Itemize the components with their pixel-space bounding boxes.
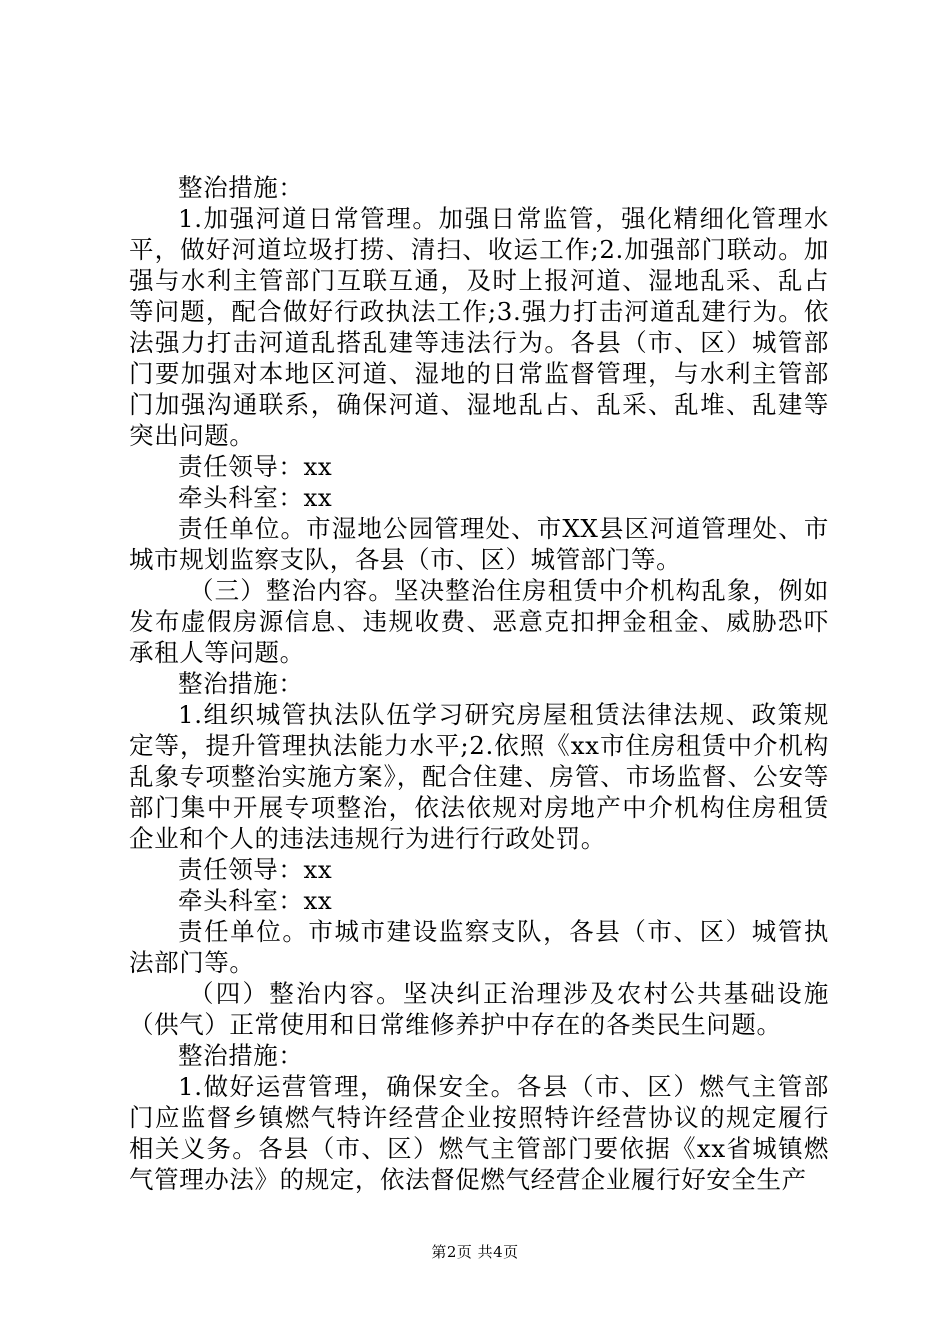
paragraph-measures-heading: 整治措施： [178,1041,304,1070]
paragraph-rental-measures: 1.组织城管执法队伍学习研究房屋租赁法律法规、政策规定等，提升管理执法能力水平;2.依照《xx市住房租赁中介机构乱象专项整治实施方案》，配合住建、房管、市场监督、公安等部门集中开展专项整治，依法依规对房地产中介机构住房租赁企业和个人的违法违规行为进行行政处罚。 [129,700,829,853]
paragraph-section-four: （四）整治内容。坚决纠正治理涉及农村公共基础设施（供气）正常使用和日常维修养护中存在的各类民生问题。 [129,979,829,1039]
paragraph-section-three: （三）整治内容。坚决整治住房租赁中介机构乱象，例如发布虚假房源信息、违规收费、恶意克扣押金租金、威胁恐吓承租人等问题。 [129,576,829,667]
paragraph-responsible-leader: 责任领导：xx [178,855,333,884]
document-body [129,172,829,1195]
page-number-footer: 第2页 共4页 [431,1243,519,1261]
paragraph-gas-measures: 1.做好运营管理，确保安全。各县（市、区）燃气主管部门应监督乡镇燃气特许经营企业按照特许经营协议的规定履行相关义务。各县（市、区）燃气主管部门要依据《xx省城镇燃气管理办法》的规定，依法督促燃气经营企业履行好安全生产 [129,1072,829,1194]
paragraph-measures-heading: 整治措施： [178,669,304,698]
paragraph-measures-heading: 整治措施： [178,173,304,202]
paragraph-river-measures: 1.加强河道日常管理。加强日常监管，强化精细化管理水平，做好河道垃圾打捞、清扫、收运工作;2.加强部门联动。加强与水利主管部门互联互通，及时上报河道、湿地乱采、乱占等问题，配合做好行政执法工作;3.强力打击河道乱建行为。依法强力打击河道乱搭乱建等违法行为。各县（市、区）城管部门要加强对本地区河道、湿地的日常监督管理，与水利主管部门加强沟通联系，确保河道、湿地乱占、乱采、乱堆、乱建等突出问题。 [129,204,829,450]
paragraph-responsible-units: 责任单位。市城市建设监察支队，各县（市、区）城管执法部门等。 [129,917,829,977]
paragraph-responsible-units: 责任单位。市湿地公园管理处、市XX县区河道管理处、市城市规划监察支队，各县（市、区）城管部门等。 [129,514,829,574]
paragraph-responsible-leader: 责任领导：xx [178,452,333,481]
paragraph-lead-department: 牵头科室：xx [178,886,333,915]
paragraph-lead-department: 牵头科室：xx [178,483,333,512]
